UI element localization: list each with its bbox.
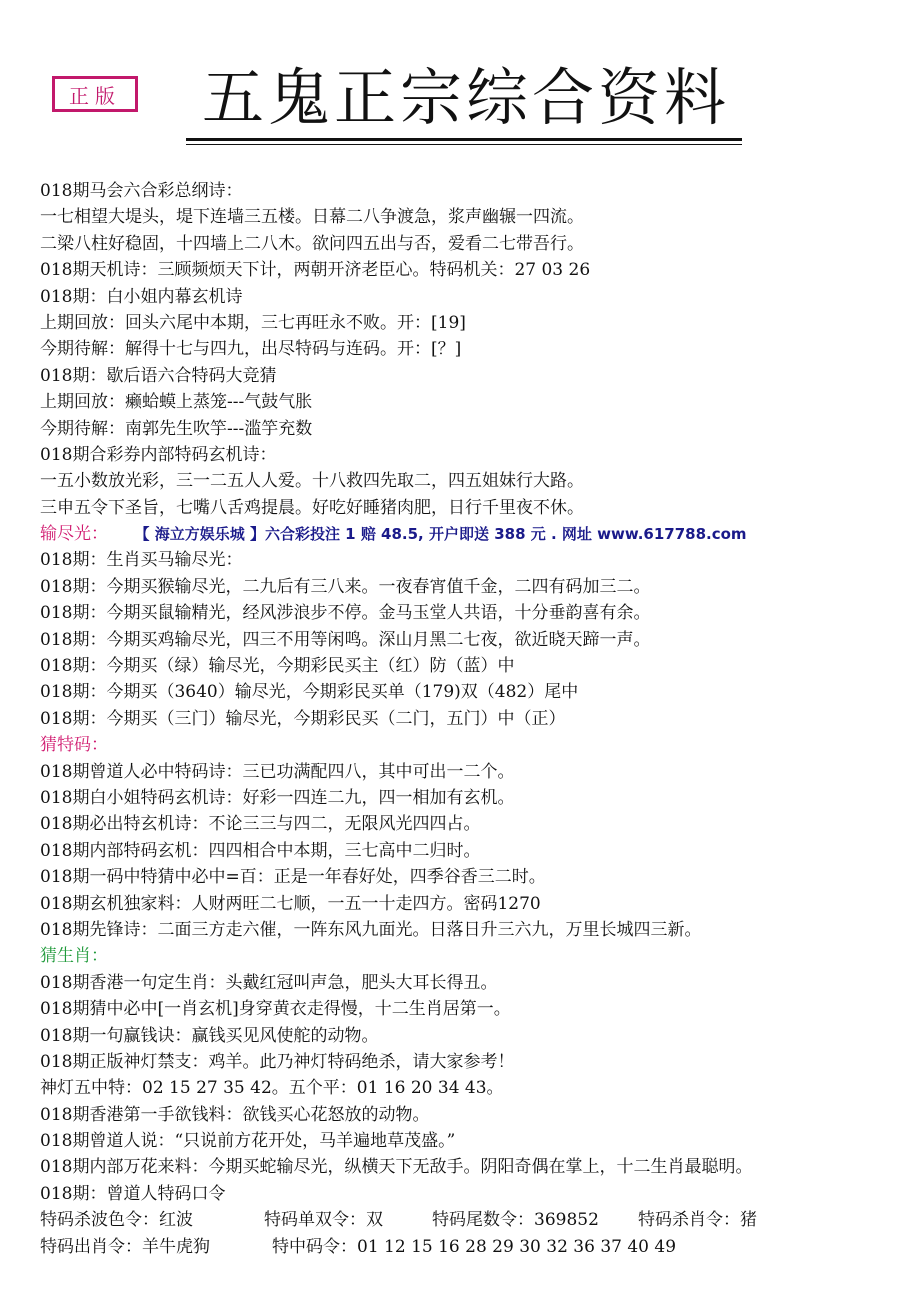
text-line: 神灯五中特：02 15 27 35 42。五个平：01 16 20 34 43。	[40, 1078, 504, 1099]
text-line: 018期：今期买鸡输尽光，四三不用等闲鸣。深山月黑二七夜，欲近晓天蹄一声。	[40, 629, 651, 650]
text-line: 今期待解：解得十七与四九，出尽特码与连码。开：[？]	[40, 339, 462, 360]
text-line: 018期一码中特猜中必中=百：正是一年春好处，四季谷香三二时。	[40, 867, 546, 888]
text-line: 二梁八柱好稳固，十四墙上二八木。欲问四五出与否，爱看二七带吾行。	[40, 233, 584, 254]
text-line: 一五小数放光彩，三一二五人人爱。十八救四先取二，四五姐妹行大路。	[40, 471, 584, 492]
text-line: 上期回放：回头六尾中本期，三七再旺永不败。开：[19]	[40, 312, 466, 333]
text-line: 018期：今期买（3640）输尽光，今期彩民买单（179)双（482）尾中	[40, 682, 579, 703]
text-line: 三申五令下圣旨，七嘴八舌鸡提晨。好吃好睡猪肉肥，日行千里夜不休。	[40, 497, 584, 518]
title-underline-thin	[186, 144, 742, 145]
text-line: 018期天机诗：三顾频烦天下计，两朝开济老臣心。特码机关：27 03 26	[40, 260, 591, 281]
text-line: 018期玄机独家料：人财两旺二七顺，一五一十走四方。密码1270	[40, 893, 541, 914]
code-cell: 特中码令：01 12 15 16 28 29 30 32 36 37 40 49	[272, 1236, 677, 1257]
text-line: 018期：今期买鼠输精光，经风涉浪步不停。金马玉堂人共语，十分垂韵喜有余。	[40, 603, 651, 624]
content-body	[40, 178, 890, 1260]
text-line: 018期马会六合彩总纲诗：	[40, 181, 243, 201]
code-cell: 特码尾数令：369852	[432, 1210, 599, 1231]
text-line: 018期内部万花来料：今期买蛇输尽光，纵横天下无敌手。阴阳奇偶在掌上，十二生肖最聪明。	[40, 1157, 753, 1178]
code-row-2	[40, 1234, 890, 1260]
edition-badge: 正版	[52, 76, 138, 112]
section-label-code: 猜特码：	[40, 735, 108, 756]
text-line: 018期：生肖买马输尽光：	[40, 550, 243, 571]
code-cell: 特码出肖令：羊牛虎狗	[40, 1236, 210, 1257]
code-cell: 特码杀肖令：猪	[638, 1210, 757, 1231]
text-line: 018期：今期买（绿）输尽光，今期彩民买主（红）防（蓝）中	[40, 656, 515, 677]
text-line: 018期必出特玄机诗：不论三三与四二，无限风光四四占。	[40, 814, 481, 835]
text-line: 018期：今期买（三门）输尽光，今期彩民买（二门，五门）中（正）	[40, 708, 566, 729]
text-line: 018期曾道人说：“只说前方花开处，马羊遍地草茂盛。”	[40, 1131, 456, 1152]
text-line: 018期：曾道人特码口令	[40, 1183, 226, 1204]
section-heading-lose	[40, 521, 890, 547]
text-line: 018期合彩券内部特码玄机诗：	[40, 444, 277, 465]
text-line: 018期：白小姐内幕玄机诗	[40, 286, 243, 307]
text-line: 018期一句赢钱诀：赢钱买见风使舵的动物。	[40, 1025, 379, 1046]
text-line: 018期猜中必中[一肖玄机]身穿黄衣走得慢，十二生肖居第一。	[40, 999, 511, 1020]
text-line: 018期先锋诗：二面三方走六催，一阵东风九面光。日落日升三六九，万里长城四三新。	[40, 919, 702, 940]
text-line: 018期香港一句定生肖：头戴红冠叫声急，肥头大耳长得丑。	[40, 972, 498, 993]
code-cell: 特码杀波色令：红波	[40, 1210, 193, 1231]
text-line: 018期香港第一手欲钱料：欲钱买心花怒放的动物。	[40, 1104, 430, 1125]
text-line: 今期待解：南郭先生吹竽---滥竽充数	[40, 418, 313, 439]
code-cell: 特码单双令：双	[264, 1210, 383, 1231]
section-label-zodiac: 猜生肖：	[40, 946, 108, 967]
text-line: 018期曾道人必中特码诗：三已功满配四八，其中可出一二个。	[40, 761, 515, 782]
page-title: 五鬼正宗综合资料	[201, 61, 730, 134]
text-line: 018期白小姐特码玄机诗：好彩一四连二九，四一相加有玄机。	[40, 787, 515, 808]
text-line: 018期：歇后语六合特码大竞猜	[40, 365, 277, 386]
text-line: 上期回放：癞蛤蟆上蒸笼---气鼓气胀	[40, 392, 313, 413]
text-line: 018期正版神灯禁支：鸡羊。此乃神灯特码绝杀，请大家参考！	[40, 1051, 515, 1072]
advertisement-banner: 【 海立方娱乐城 】六合彩投注 1 赔 48.5, 开户即送 388 元 . 网址 www.617788.com	[142, 525, 747, 544]
text-line: 018期：今期买猴输尽光，二九后有三八来。一夜春宵值千金，二四有码加三二。	[40, 576, 651, 597]
text-line: 018期内部特码玄机：四四相合中本期，三七高中二归时。	[40, 840, 481, 861]
title-underline-thick	[186, 138, 742, 141]
text-line: 一七相望大堤头，堤下连墙三五楼。日幕二八争渡急，浆声幽辗一四流。	[40, 207, 584, 228]
section-label-lose: 输尽光：	[40, 524, 108, 545]
code-row-1	[40, 1207, 890, 1233]
